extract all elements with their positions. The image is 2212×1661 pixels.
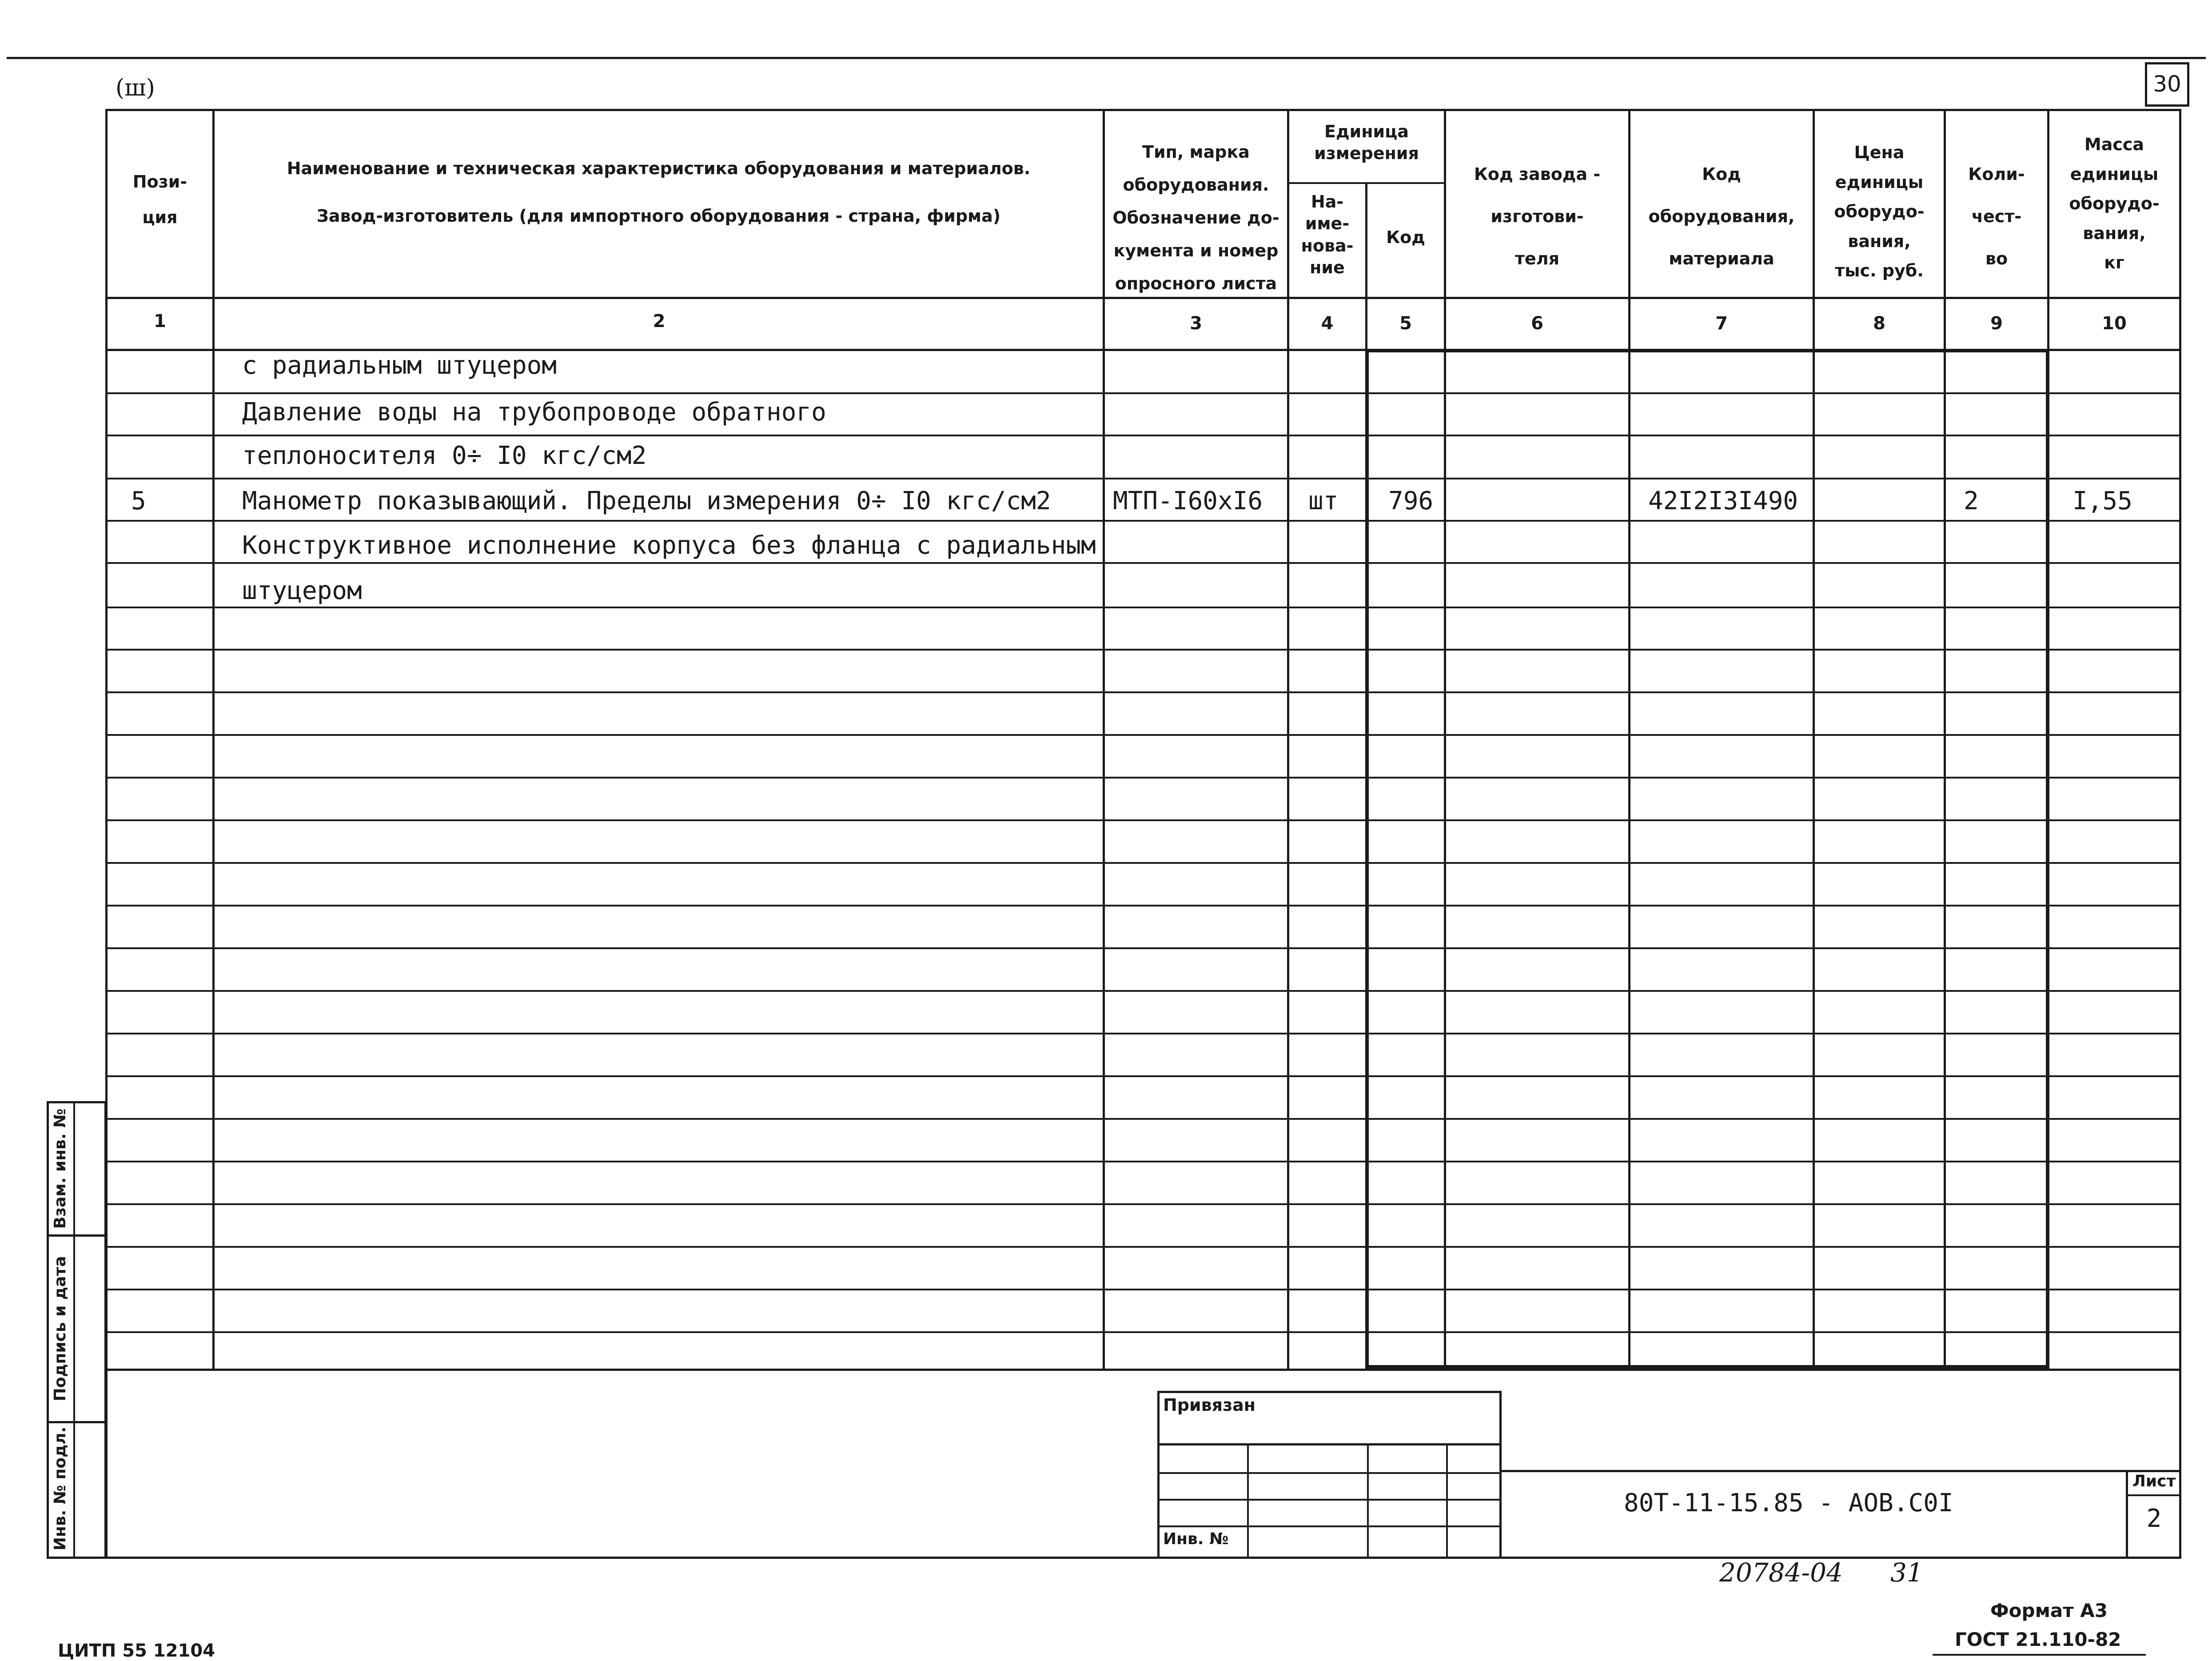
colnum-7: 7 [1715,313,1728,334]
privyazan-label: Привязан [1163,1395,1256,1415]
colnum-6: 6 [1531,313,1543,334]
corner-mark: (ш) [116,75,155,101]
row-name: с радиальным штуцером [242,351,557,380]
page-number: 30 [2153,71,2181,97]
row-separator [105,905,2181,906]
document-code: 80Т-11-15.85 - АОВ.С0I [1624,1489,1953,1517]
privyazan-line-3 [1157,1499,1502,1501]
row-name: Давление воды на трубопроводе обратного [242,398,826,427]
sheet-number: 2 [2146,1504,2162,1533]
frame-top [105,109,2181,111]
doc-code-top-line [1502,1470,2179,1472]
table-bottom-line [105,1369,2181,1371]
colnum-9: 9 [1990,313,2003,334]
inv-no-label: Инв. № [1163,1530,1229,1548]
header-quantity: Коли- чест- во [1968,164,2025,268]
header-type: Тип, марка оборудования. Обозначение до- кумента и номер опросного листа [1112,142,1279,294]
row-separator [105,862,2181,864]
row-separator [105,691,2181,693]
row-separator [105,734,2181,736]
row-unit: шт [1308,487,1339,515]
colnum-8: 8 [1873,313,1885,334]
row-separator [105,649,2181,651]
row-separator [105,1331,2181,1333]
row-separator [105,562,2181,564]
top-border [7,57,2206,59]
col-line-3 [1287,109,1289,1371]
row-separator [105,1246,2181,1248]
format-label: Формат А3 [1990,1600,2108,1621]
row-separator [105,947,2181,949]
side-podpis: Подпись и дата [51,1256,69,1401]
row-name: теплоносителя 0÷ I0 кгс/см2 [242,441,647,470]
row-separator [105,1161,2181,1162]
gost-label: ГОСТ 21.110-82 [1955,1629,2121,1650]
header-name-line2: Завод-изготовитель (для импортного оборудования - страна, фирма) [316,206,1001,226]
frame-right [2179,109,2181,1559]
colnum-3: 3 [1190,313,1202,334]
header-factory-code: Код завода - изготови- теля [1474,164,1601,268]
row-separator [105,1203,2181,1205]
header-name-line1: Наименование и техническая характеристика оборудования и материалов. [287,159,1031,178]
row-name: Конструктивное исполнение корпуса без фланца с радиальным [242,531,1096,560]
colnum-2: 2 [653,311,666,331]
row-separator [105,1075,2181,1077]
row-separator [105,777,2181,779]
side-inv-podl: Инв. № подл. [51,1426,69,1551]
row-name: штуцером [242,576,362,605]
frame-bottom [47,1557,2181,1559]
header-position: Пози- ция [132,172,187,227]
handwritten-number: 20784-04 [1719,1557,1843,1588]
row-separator [105,607,2181,608]
sheet-box-split [2126,1494,2180,1496]
privyazan-col-3 [1446,1443,1448,1558]
row-separator [105,392,2181,394]
side-stamp-divider [73,1101,75,1559]
privyazan-line-2 [1157,1472,1502,1474]
bottom-left-code: ЦИТП 55 12104 [58,1641,215,1661]
sheet-label: Лист [2132,1472,2176,1490]
side-vzam: Взам. инв. № [51,1108,69,1229]
header-unit-code: Код [1386,228,1425,247]
header-unit-name: На- име- нова- ние [1301,192,1354,278]
colnum-10: 10 [2102,313,2127,334]
header-mass: Масса единицы оборудо- вания, кг [2069,135,2160,272]
row-separator [105,1118,2181,1120]
colnum-1: 1 [154,311,166,331]
row-equipment-code: 42I2I3I490 [1648,487,1798,515]
handwritten-page: 31 [1890,1557,1923,1588]
row-separator [105,1033,2181,1034]
row-mass: I,55 [2073,487,2132,515]
privyazan-line-1 [1157,1443,1502,1445]
row-separator [105,819,2181,821]
row-type: МТП-I60хI6 [1113,487,1263,515]
row-separator [105,1289,2181,1290]
row-separator [105,520,2181,522]
row-quantity: 2 [1964,487,1979,515]
gost-underline [1933,1654,2146,1656]
header-equipment-code: Код оборудования, материала [1648,164,1795,268]
header-unit-group: Единица измерения [1314,122,1419,164]
row-separator [105,478,2181,479]
header-price: Цена единицы оборудо- вания, тыс. руб. [1834,143,1925,280]
privyazan-col-1 [1247,1443,1249,1558]
row-code: 796 [1388,487,1434,515]
colnum-5: 5 [1399,313,1412,334]
col-line-1 [212,109,215,1371]
privyazan-line-4 [1157,1525,1502,1527]
row-separator [105,435,2181,436]
row-position: 5 [131,487,146,515]
privyazan-col-2 [1367,1443,1369,1558]
row-separator [105,990,2181,992]
colnum-4: 4 [1321,313,1334,334]
row-name: Манометр показывающий. Пределы измерения 0÷ I0 кгс/см2 [242,487,1051,515]
